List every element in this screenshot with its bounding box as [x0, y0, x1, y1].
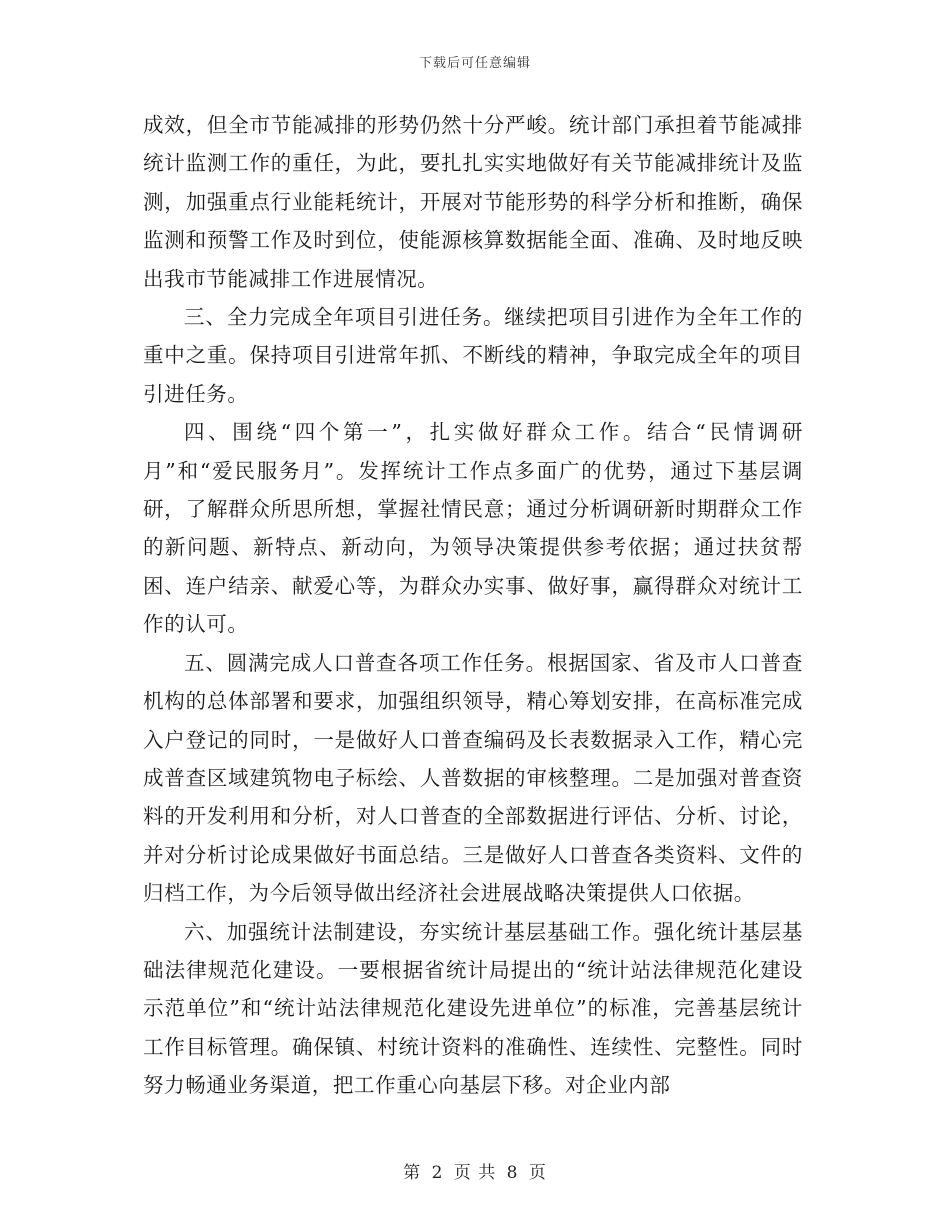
- total-page-count: 8: [506, 1163, 519, 1183]
- document-body: [143, 106, 803, 1105]
- paragraph-2: 三、全力完成全年项目引进任务。继续把项目引进作为全年工作的重中之重。保持项目引进常年抓、不断线的精神，争取完成全年的项目引进任务。: [143, 305, 803, 406]
- paragraph-3: 四、围绕“四个第一”，扎实做好群众工作。结合“民情调研月”和“爱民服务月”。发挥统计工作点多面广的优势，通过下基层调研，了解群众所思所想，掌握社情民意；通过分析调研新时期群众工作的新问题、新特点、新动向，为领导决策提供参考依据；通过扶贫帮困、连户结亲、献爱心等，为群众办实事、做好事，赢得群众对统计工作的认可。: [143, 420, 803, 637]
- paragraph-5: 六、加强统计法制建设，夯实统计基层基础工作。强化统计基层基础法律规范化建设。一要根据省统计局提出的“统计站法律规范化建设示范单位”和“统计站法律规范化建设先进单位”的标准，完善基层统计工作目标管理。确保镇、村统计资料的准确性、连续性、完整性。同时努力畅通业务渠道，把工作重心向基层下移。对企业内部: [143, 919, 803, 1098]
- footer-middle: 页 共: [453, 1163, 497, 1183]
- paragraph-1: 成效，但全市节能减排的形势仍然十分严峻。统计部门承担着节能减排统计监测工作的重任，为此，要扎扎实实地做好有关节能减排统计及监测，加强重点行业能耗统计，开展对节能形势的科学分析和推断，确保监测和预警工作及时到位，使能源核算数据能全面、准确、及时地反映出我市节能减排工作进展情况。: [143, 113, 803, 291]
- footer-suffix: 页: [528, 1163, 547, 1183]
- paragraph-4: 五、圆满完成人口普查各项工作任务。根据国家、省及市人口普查机构的总体部署和要求，加强组织领导，精心筹划安排，在高标准完成入户登记的同时，一是做好人口普查编码及长表数据录入工作，精心完成普查区域建筑物电子标绘、人普数据的审核整理。二是加强对普查资料的开发利用和分析，对人口普查的全部数据进行评估、分析、讨论，并对分析讨论成果做好书面总结。三是做好人口普查各类资料、文件的归档工作，为今后领导做出经济社会进展战略决策提供人口依据。: [143, 650, 803, 906]
- footer-prefix: 第: [403, 1163, 422, 1183]
- page-footer: [0, 1158, 950, 1183]
- page-header: 下载后可任意编辑: [418, 56, 531, 71]
- current-page-number: 2: [431, 1163, 444, 1183]
